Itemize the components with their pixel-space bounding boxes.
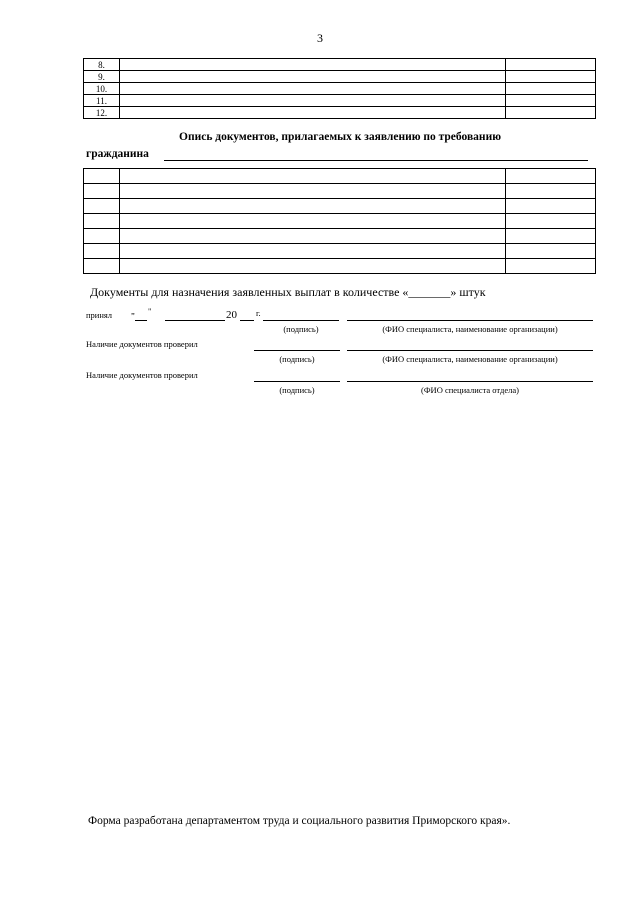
row-number-cell[interactable] — [84, 169, 120, 184]
page-number: 3 — [317, 31, 323, 45]
document-name-cell[interactable] — [120, 199, 506, 214]
year-field[interactable] — [240, 320, 254, 321]
table-row — [84, 95, 596, 107]
check1-signature-caption: (подпись) — [279, 354, 315, 364]
check2-name-caption: (ФИО специалиста отдела) — [421, 385, 519, 395]
document-name-cell[interactable] — [120, 184, 506, 199]
note-cell[interactable] — [506, 214, 596, 229]
row-number-cell[interactable] — [84, 184, 120, 199]
note-cell[interactable] — [506, 71, 596, 83]
check2-label: Наличие документов проверил — [86, 370, 198, 380]
row-number-cell[interactable] — [84, 244, 120, 259]
accepted-name-caption: (ФИО специалиста, наименование организации) — [382, 324, 558, 334]
document-name-cell[interactable] — [120, 244, 506, 259]
check1-name-line[interactable] — [347, 350, 593, 351]
table-row — [84, 107, 596, 119]
citizen-label: гражданина — [86, 148, 149, 160]
month-field[interactable] — [165, 320, 225, 321]
table-row — [84, 83, 596, 95]
document-name-cell[interactable] — [120, 214, 506, 229]
check1-label: Наличие документов проверил — [86, 339, 198, 349]
accepted-signature-line[interactable] — [263, 320, 339, 321]
table-row — [84, 71, 596, 83]
inventory-table — [83, 168, 596, 274]
table-row — [84, 184, 596, 199]
check1-signature-line[interactable] — [254, 350, 340, 351]
accepted-name-line[interactable] — [347, 320, 593, 321]
document-name-cell[interactable] — [120, 169, 506, 184]
row-number: 10. — [84, 83, 120, 95]
date-open-quote: „ — [131, 306, 135, 316]
note-cell[interactable] — [506, 244, 596, 259]
check2-name-line[interactable] — [347, 381, 593, 382]
table-row — [84, 59, 596, 71]
row-number-cell[interactable] — [84, 259, 120, 274]
document-name-cell[interactable] — [120, 229, 506, 244]
note-cell[interactable] — [506, 259, 596, 274]
row-number: 9. — [84, 71, 120, 83]
numbered-table — [83, 58, 596, 119]
date-close-quote: " — [148, 306, 152, 316]
documents-statement: Документы для назначения заявленных выплат в количестве «_______» штук — [90, 285, 486, 299]
inventory-heading: Опись документов, прилагаемых к заявлению по требованию — [179, 131, 501, 143]
table-row — [84, 214, 596, 229]
row-number-cell[interactable] — [84, 199, 120, 214]
note-cell[interactable] — [506, 107, 596, 119]
table-row — [84, 169, 596, 184]
note-cell[interactable] — [506, 184, 596, 199]
note-cell[interactable] — [506, 229, 596, 244]
note-cell[interactable] — [506, 95, 596, 107]
document-name-cell[interactable] — [120, 59, 506, 71]
note-cell[interactable] — [506, 59, 596, 71]
document-name-cell[interactable] — [120, 95, 506, 107]
year-suffix: г. — [256, 308, 261, 318]
citizen-name-line[interactable] — [164, 160, 588, 161]
row-number-cell[interactable] — [84, 214, 120, 229]
footer-note: Форма разработана департаментом труда и социального развития Приморского края». — [88, 815, 511, 827]
document-name-cell[interactable] — [120, 107, 506, 119]
note-cell[interactable] — [506, 199, 596, 214]
row-number: 11. — [84, 95, 120, 107]
note-cell[interactable] — [506, 169, 596, 184]
table-row — [84, 229, 596, 244]
row-number: 12. — [84, 107, 120, 119]
table-row — [84, 259, 596, 274]
day-field[interactable] — [135, 320, 147, 321]
year-prefix: 20 — [226, 309, 237, 321]
row-number: 8. — [84, 59, 120, 71]
note-cell[interactable] — [506, 83, 596, 95]
document-name-cell[interactable] — [120, 259, 506, 274]
accepted-signature-caption: (подпись) — [283, 324, 319, 334]
table-row — [84, 244, 596, 259]
row-number-cell[interactable] — [84, 229, 120, 244]
table-row — [84, 199, 596, 214]
check2-signature-line[interactable] — [254, 381, 340, 382]
check2-signature-caption: (подпись) — [279, 385, 315, 395]
document-name-cell[interactable] — [120, 83, 506, 95]
accepted-label: принял — [86, 310, 113, 320]
check1-name-caption: (ФИО специалиста, наименование организации) — [382, 354, 558, 364]
document-name-cell[interactable] — [120, 71, 506, 83]
